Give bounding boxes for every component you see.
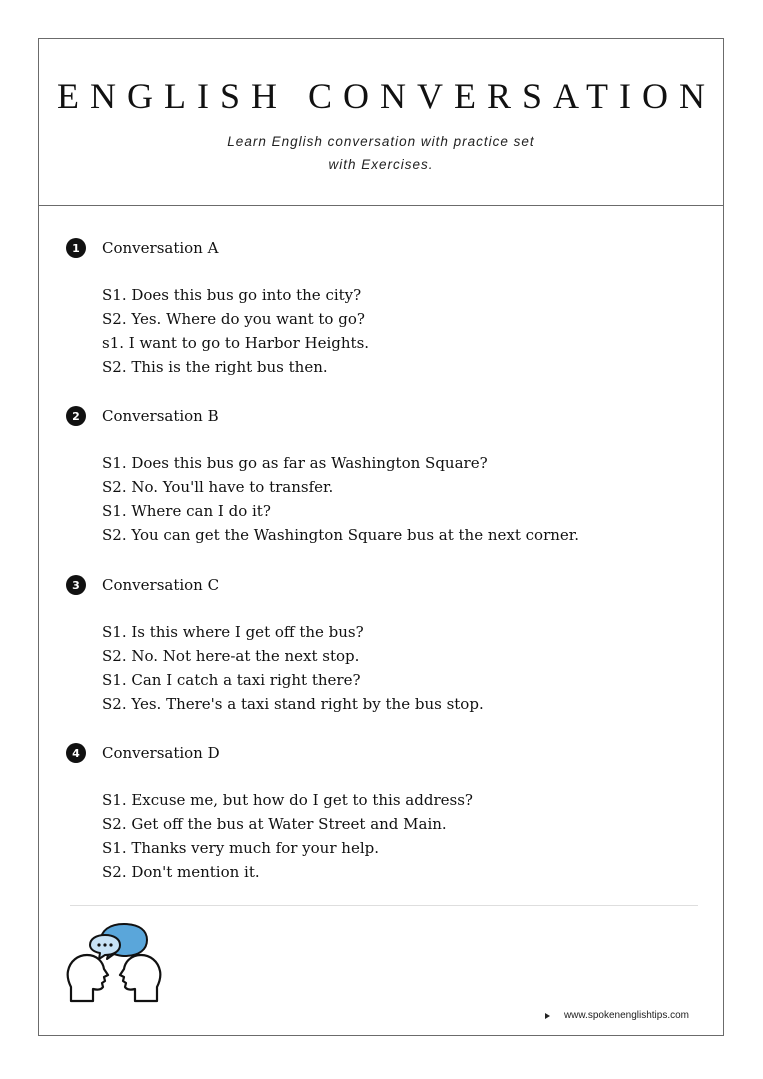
conversation-title: Conversation C bbox=[102, 576, 220, 594]
dialogue-line: S2. This is the right bus then. bbox=[102, 358, 328, 376]
play-triangle-icon bbox=[545, 1013, 550, 1019]
page-header bbox=[39, 39, 723, 206]
dialogue-line: s1. I want to go to Harbor Heights. bbox=[102, 334, 370, 352]
footer-website bbox=[545, 1010, 689, 1021]
conversation-heading bbox=[66, 574, 219, 596]
dialogue-line: S2. Get off the bus at Water Street and Main. bbox=[102, 815, 447, 833]
dialogue-line: S1. Is this where I get off the bus? bbox=[102, 623, 364, 641]
number-badge: 1 bbox=[66, 238, 86, 258]
conversation-title: Conversation A bbox=[102, 239, 219, 257]
conversation-heading bbox=[66, 237, 218, 259]
dialogue-line: S1. Thanks very much for your help. bbox=[102, 839, 379, 857]
number-badge: 3 bbox=[66, 575, 86, 595]
dialogue-lines bbox=[102, 788, 473, 884]
subtitle-line-2: with Exercises. bbox=[328, 157, 434, 172]
footer-divider bbox=[70, 905, 698, 906]
two-people-talking-icon bbox=[66, 921, 162, 1011]
number-badge: 4 bbox=[66, 743, 86, 763]
dialogue-lines bbox=[102, 451, 579, 547]
conversation-heading bbox=[66, 405, 219, 427]
page-title: ENGLISH CONVERSATION bbox=[57, 76, 716, 116]
dialogue-line: S1. Can I catch a taxi right there? bbox=[102, 671, 361, 689]
dialogue-line: S2. No. You'll have to transfer. bbox=[102, 478, 334, 496]
dialogue-lines bbox=[102, 283, 369, 379]
dialogue-line: S1. Does this bus go as far as Washington Square? bbox=[102, 454, 488, 472]
page-frame bbox=[38, 38, 724, 1036]
dialogue-line: S1. Where can I do it? bbox=[102, 502, 271, 520]
number-badge: 2 bbox=[66, 406, 86, 426]
dialogue-line: S1. Excuse me, but how do I get to this address? bbox=[102, 791, 473, 809]
website-url[interactable]: www.spokenenglishtips.com bbox=[563, 1010, 689, 1021]
dialogue-line: S2. Yes. There's a taxi stand right by the bus stop. bbox=[102, 695, 484, 713]
subtitle-line-1: Learn English conversation with practice set bbox=[227, 134, 535, 149]
conversation-title: Conversation B bbox=[102, 407, 219, 425]
dialogue-line: S2. You can get the Washington Square bus at the next corner. bbox=[102, 526, 580, 544]
dialogue-line: S2. Don't mention it. bbox=[102, 863, 260, 881]
conversation-heading bbox=[66, 742, 220, 764]
dialogue-line: S2. Yes. Where do you want to go? bbox=[102, 310, 365, 328]
dialogue-lines bbox=[102, 620, 484, 716]
conversation-title: Conversation D bbox=[102, 744, 220, 762]
dialogue-line: S1. Does this bus go into the city? bbox=[102, 286, 362, 304]
page-subtitle bbox=[39, 130, 723, 176]
dialogue-line: S2. No. Not here-at the next stop. bbox=[102, 647, 360, 665]
